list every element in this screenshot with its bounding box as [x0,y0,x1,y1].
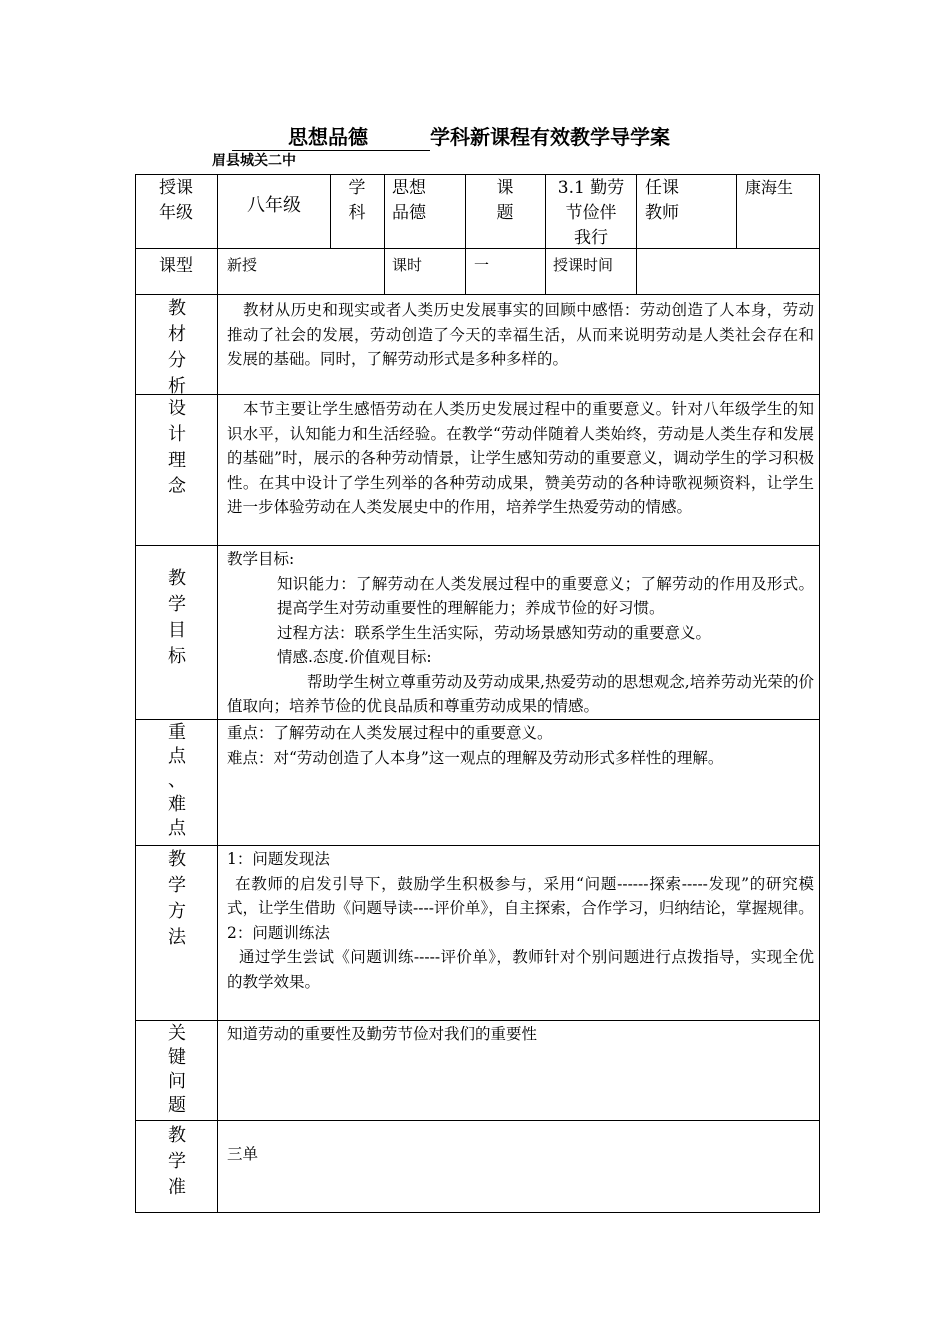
methods-label: 教 学 方 法 [168,849,186,948]
teacher-label: 任课 教师 [645,178,679,223]
material-label: 教 材 分 析 [168,298,186,397]
col-divider [384,174,385,294]
keypoints-label: 重 点 、 难 点 [168,722,186,839]
row-divider [135,719,820,720]
row-divider [135,1120,820,1121]
methods-block [227,847,814,994]
difficult-point: 难点：对“劳动创造了人本身”这一观点的理解及劳动形式多样性的理解。 [227,748,724,767]
material-text: 教材从历史和现实或者人类历史发展事实的回顾中感悟：劳动创造了人本身，劳动推动了社会的发展，劳动创造了今天的幸福生活，从而来说明劳动是人类社会存在和发展的基础。同时，了解劳动形式是多种多样的。 [227,301,814,368]
topic-value: 3.1 勤劳 节俭伴 我行 [557,178,625,248]
hours-value: 一 [474,256,490,274]
design-label: 设 计 理 念 [168,398,186,497]
method1-title: 1：问题发现法 [227,850,330,868]
row-divider [135,545,820,546]
preparation-text: 三单 [227,1145,259,1163]
row-divider [135,1020,820,1021]
subject-value: 思想 品德 [392,178,426,223]
subject-fill: 思想品德 [288,124,430,151]
keyquestion-label: 关 键 问 题 [168,1023,186,1116]
teacher-value: 康海生 [745,178,794,197]
method2-text: 通过学生尝试《问题训练-----评价单》，教师针对个别问题进行点拨指导，实现全优的教学效果。 [227,948,814,991]
type-label: 课型 [159,256,193,276]
keyquestion-text: 知道劳动的重要性及勤劳节俭对我们的重要性 [227,1025,538,1043]
method1-text: 在教师的启发引导下，鼓励学生积极参与，采用“问题------探索-----发现”的研究模式，让学生借助《问题导读----评价单》，自主探索，合作学习，归纳结论，掌握规律。 [227,874,814,917]
time-label: 授课时间 [553,256,614,274]
row-divider [135,294,820,295]
type-value: 新授 [227,256,258,274]
goals-block [227,547,814,719]
goals-label: 教 学 目 标 [168,568,186,667]
goals-heading: 教学目标: [227,550,295,568]
preparation-label: 教 学 准 [168,1125,186,1198]
col-divider [217,174,218,1213]
row-divider [135,248,820,249]
goals-knowledge: 知识能力：了解劳动在人类发展过程中的重要意义；了解劳动的作用及形式。提高学生对劳动重要性的理解能力；养成节俭的好习惯。 [277,574,814,617]
topic-label: 课 题 [496,178,514,223]
grade-label: 授课 年级 [159,178,193,223]
design-text: 本节主要让学生感悟劳动在人类历史发展过程中的重要意义。针对八年级学生的知识水平，认知能力和生活经验。在教学“劳动伴随着人类始终，劳动是人类生存和发展的基础”时，展示的各种劳动情景，让学生感知劳动的重要意义，调动学生的学习积极性。在其中设计了学生列举的各种劳动成果，赞美劳动的各种诗歌视频资料，让学生进一步体验劳动在人类发展史中的作用，培养学生热爱劳动的情感。 [227,400,814,516]
method2-title: 2：问题训练法 [227,923,330,942]
hours-label: 课时 [392,256,423,274]
page-title [232,124,670,151]
goals-process: 过程方法：联系学生生活实际，劳动场景感知劳动的重要意义。 [277,623,712,642]
row-divider [135,394,820,395]
col-divider [736,174,737,248]
subject-label: 学 科 [348,178,366,223]
key-point: 重点：了解劳动在人类发展过程中的重要意义。 [227,724,553,742]
goals-emotion: 帮助学生树立尊重劳动及劳动成果,热爱劳动的思想观念,培养劳动光荣的价值取向；培养节俭的优良品质和尊重劳动成果的情感。 [227,672,814,715]
col-divider [636,174,637,294]
school-name: 眉县城关二中 [212,153,296,169]
title-rest: 学科新课程有效教学导学案 [430,125,670,149]
row-divider [135,845,820,846]
grade-value: 八年级 [247,195,301,216]
keypoints-block [227,721,814,770]
goals-emotion-heading: 情感.态度.价值观目标: [277,648,432,666]
